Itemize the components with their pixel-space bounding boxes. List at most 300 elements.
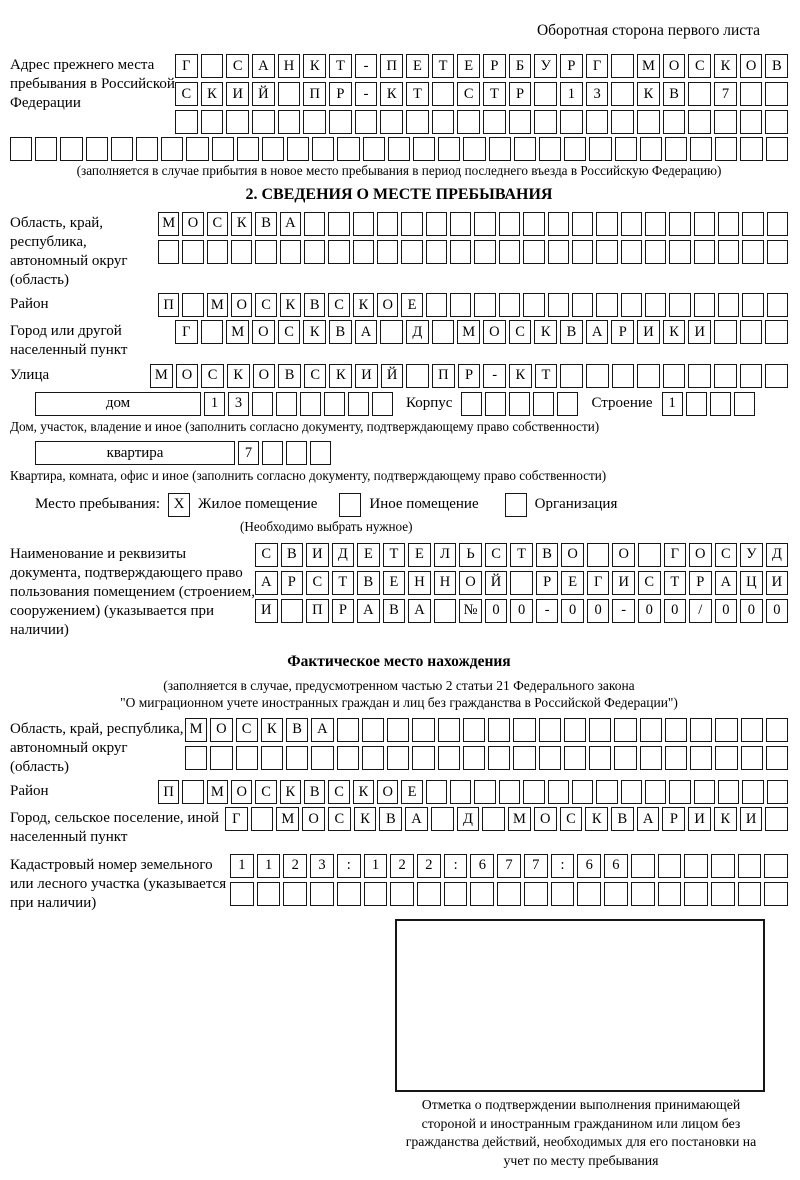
- char-cell[interactable]: [688, 110, 711, 134]
- char-cell[interactable]: Е: [401, 293, 422, 317]
- char-cell[interactable]: В: [611, 807, 634, 831]
- char-cell[interactable]: [412, 718, 434, 742]
- char-cell[interactable]: [262, 137, 284, 161]
- char-cell[interactable]: И: [688, 320, 711, 344]
- char-cell[interactable]: [499, 780, 520, 804]
- char-cell[interactable]: [765, 320, 788, 344]
- char-cell[interactable]: Е: [401, 780, 422, 804]
- char-cell[interactable]: Г: [587, 571, 610, 595]
- char-cell[interactable]: [337, 718, 359, 742]
- char-cell[interactable]: [182, 240, 203, 264]
- char-cell[interactable]: С: [255, 293, 276, 317]
- kvartira-field[interactable]: квартира: [35, 441, 235, 465]
- char-cell[interactable]: [523, 212, 544, 236]
- char-cell[interactable]: [548, 212, 569, 236]
- char-cell[interactable]: [283, 882, 307, 906]
- char-cell[interactable]: [513, 746, 535, 770]
- char-cell[interactable]: А: [255, 571, 278, 595]
- dom-field[interactable]: дом: [35, 392, 201, 416]
- char-cell[interactable]: [742, 240, 763, 264]
- char-cell[interactable]: [497, 882, 521, 906]
- char-cell[interactable]: 3: [310, 854, 334, 878]
- char-cell[interactable]: А: [715, 571, 738, 595]
- char-cell[interactable]: [663, 364, 686, 388]
- char-cell[interactable]: К: [714, 807, 737, 831]
- char-cell[interactable]: В: [255, 212, 276, 236]
- char-cell[interactable]: [35, 137, 57, 161]
- char-cell[interactable]: [300, 392, 321, 416]
- char-cell[interactable]: [387, 746, 409, 770]
- char-cell[interactable]: С: [175, 82, 198, 106]
- char-cell[interactable]: [201, 320, 224, 344]
- char-cell[interactable]: [261, 746, 283, 770]
- char-cell[interactable]: [645, 240, 666, 264]
- char-cell[interactable]: 0: [638, 599, 661, 623]
- char-cell[interactable]: М: [150, 364, 173, 388]
- char-cell[interactable]: 6: [604, 854, 628, 878]
- char-cell[interactable]: [474, 780, 495, 804]
- char-cell[interactable]: О: [534, 807, 557, 831]
- char-cell[interactable]: К: [227, 364, 250, 388]
- char-cell[interactable]: Н: [278, 54, 301, 78]
- char-cell[interactable]: К: [231, 212, 252, 236]
- char-cell[interactable]: [741, 718, 763, 742]
- char-cell[interactable]: О: [612, 543, 635, 567]
- char-cell[interactable]: [158, 240, 179, 264]
- char-cell[interactable]: -: [483, 364, 506, 388]
- char-cell[interactable]: [328, 240, 349, 264]
- char-cell[interactable]: [387, 718, 409, 742]
- char-cell[interactable]: [560, 110, 583, 134]
- char-cell[interactable]: С: [328, 293, 349, 317]
- char-cell[interactable]: [286, 746, 308, 770]
- char-cell[interactable]: О: [689, 543, 712, 567]
- char-cell[interactable]: 0: [587, 599, 610, 623]
- char-cell[interactable]: А: [637, 807, 660, 831]
- char-cell[interactable]: [337, 882, 361, 906]
- char-cell[interactable]: 1: [364, 854, 388, 878]
- char-cell[interactable]: С: [306, 571, 329, 595]
- char-cell[interactable]: [766, 137, 788, 161]
- char-cell[interactable]: [669, 780, 690, 804]
- char-cell[interactable]: [715, 137, 737, 161]
- char-cell[interactable]: [488, 746, 510, 770]
- char-cell[interactable]: [470, 882, 494, 906]
- char-cell[interactable]: [286, 441, 307, 465]
- char-cell[interactable]: 0: [740, 599, 763, 623]
- char-cell[interactable]: [432, 82, 455, 106]
- char-cell[interactable]: М: [508, 807, 531, 831]
- char-cell[interactable]: [665, 746, 687, 770]
- char-cell[interactable]: [362, 746, 384, 770]
- char-cell[interactable]: [621, 780, 642, 804]
- char-cell[interactable]: [510, 571, 533, 595]
- char-cell[interactable]: [353, 212, 374, 236]
- char-cell[interactable]: И: [612, 571, 635, 595]
- char-cell[interactable]: П: [303, 82, 326, 106]
- char-cell[interactable]: О: [483, 320, 506, 344]
- char-cell[interactable]: [586, 364, 609, 388]
- char-cell[interactable]: -: [612, 599, 635, 623]
- char-cell[interactable]: [438, 746, 460, 770]
- char-cell[interactable]: [740, 320, 763, 344]
- char-cell[interactable]: [767, 240, 788, 264]
- char-cell[interactable]: [10, 137, 32, 161]
- char-cell[interactable]: О: [740, 54, 763, 78]
- char-cell[interactable]: [236, 746, 258, 770]
- char-cell[interactable]: К: [201, 82, 224, 106]
- char-cell[interactable]: [589, 718, 611, 742]
- char-cell[interactable]: [337, 746, 359, 770]
- char-cell[interactable]: В: [281, 543, 304, 567]
- char-cell[interactable]: [766, 718, 788, 742]
- char-cell[interactable]: Д: [406, 320, 429, 344]
- char-cell[interactable]: [488, 718, 510, 742]
- char-cell[interactable]: [688, 364, 711, 388]
- char-cell[interactable]: П: [306, 599, 329, 623]
- char-cell[interactable]: [257, 882, 281, 906]
- char-cell[interactable]: Ц: [740, 571, 763, 595]
- char-cell[interactable]: [450, 780, 471, 804]
- char-cell[interactable]: [278, 110, 301, 134]
- char-cell[interactable]: [640, 746, 662, 770]
- char-cell[interactable]: О: [302, 807, 325, 831]
- char-cell[interactable]: №: [459, 599, 482, 623]
- char-cell[interactable]: [348, 392, 369, 416]
- char-cell[interactable]: К: [354, 807, 377, 831]
- char-cell[interactable]: Е: [383, 571, 406, 595]
- char-cell[interactable]: [251, 807, 274, 831]
- char-cell[interactable]: Г: [175, 54, 198, 78]
- char-cell[interactable]: [740, 82, 763, 106]
- char-cell[interactable]: М: [276, 807, 299, 831]
- char-cell[interactable]: [534, 82, 557, 106]
- char-cell[interactable]: [612, 364, 635, 388]
- char-cell[interactable]: [765, 82, 788, 106]
- char-cell[interactable]: [201, 54, 224, 78]
- char-cell[interactable]: Й: [485, 571, 508, 595]
- char-cell[interactable]: [548, 240, 569, 264]
- char-cell[interactable]: [611, 110, 634, 134]
- char-cell[interactable]: [182, 293, 203, 317]
- char-cell[interactable]: [474, 240, 495, 264]
- char-cell[interactable]: [353, 240, 374, 264]
- char-cell[interactable]: М: [637, 54, 660, 78]
- char-cell[interactable]: [255, 240, 276, 264]
- char-cell[interactable]: С: [560, 807, 583, 831]
- char-cell[interactable]: 0: [510, 599, 533, 623]
- char-cell[interactable]: [513, 718, 535, 742]
- char-cell[interactable]: 2: [390, 854, 414, 878]
- char-cell[interactable]: [764, 854, 788, 878]
- char-cell[interactable]: [715, 746, 737, 770]
- char-cell[interactable]: [710, 392, 731, 416]
- char-cell[interactable]: А: [280, 212, 301, 236]
- char-cell[interactable]: О: [377, 293, 398, 317]
- char-cell[interactable]: [548, 780, 569, 804]
- char-cell[interactable]: [557, 392, 578, 416]
- char-cell[interactable]: [450, 240, 471, 264]
- char-cell[interactable]: С: [688, 54, 711, 78]
- char-cell[interactable]: С: [638, 571, 661, 595]
- char-cell[interactable]: [572, 212, 593, 236]
- char-cell[interactable]: [212, 137, 234, 161]
- char-cell[interactable]: [304, 212, 325, 236]
- char-cell[interactable]: И: [355, 364, 378, 388]
- char-cell[interactable]: [426, 240, 447, 264]
- char-cell[interactable]: [161, 137, 183, 161]
- char-cell[interactable]: Н: [434, 571, 457, 595]
- char-cell[interactable]: [645, 212, 666, 236]
- char-cell[interactable]: [432, 110, 455, 134]
- char-cell[interactable]: [718, 293, 739, 317]
- char-cell[interactable]: [665, 137, 687, 161]
- char-cell[interactable]: [669, 212, 690, 236]
- char-cell[interactable]: Т: [535, 364, 558, 388]
- char-cell[interactable]: В: [765, 54, 788, 78]
- char-cell[interactable]: [111, 137, 133, 161]
- char-cell[interactable]: П: [158, 293, 179, 317]
- char-cell[interactable]: С: [304, 364, 327, 388]
- checkbox-zhiloe[interactable]: X: [168, 493, 190, 517]
- char-cell[interactable]: -: [355, 82, 378, 106]
- checkbox-inoe[interactable]: [339, 493, 361, 517]
- char-cell[interactable]: 7: [714, 82, 737, 106]
- char-cell[interactable]: Р: [689, 571, 712, 595]
- char-cell[interactable]: [201, 110, 224, 134]
- char-cell[interactable]: [372, 392, 393, 416]
- char-cell[interactable]: [499, 240, 520, 264]
- char-cell[interactable]: С: [255, 780, 276, 804]
- char-cell[interactable]: С: [715, 543, 738, 567]
- char-cell[interactable]: С: [328, 780, 349, 804]
- char-cell[interactable]: У: [740, 543, 763, 567]
- char-cell[interactable]: А: [252, 54, 275, 78]
- char-cell[interactable]: О: [210, 718, 232, 742]
- char-cell[interactable]: 1: [230, 854, 254, 878]
- char-cell[interactable]: С: [328, 807, 351, 831]
- char-cell[interactable]: О: [459, 571, 482, 595]
- char-cell[interactable]: [596, 212, 617, 236]
- char-cell[interactable]: К: [714, 54, 737, 78]
- char-cell[interactable]: Р: [560, 54, 583, 78]
- char-cell[interactable]: [564, 137, 586, 161]
- char-cell[interactable]: [604, 882, 628, 906]
- char-cell[interactable]: [401, 240, 422, 264]
- char-cell[interactable]: [564, 746, 586, 770]
- char-cell[interactable]: [312, 137, 334, 161]
- char-cell[interactable]: В: [304, 293, 325, 317]
- char-cell[interactable]: [390, 882, 414, 906]
- char-cell[interactable]: [694, 240, 715, 264]
- char-cell[interactable]: Р: [483, 54, 506, 78]
- char-cell[interactable]: [539, 718, 561, 742]
- char-cell[interactable]: О: [663, 54, 686, 78]
- char-cell[interactable]: [463, 718, 485, 742]
- char-cell[interactable]: [765, 110, 788, 134]
- char-cell[interactable]: [548, 293, 569, 317]
- char-cell[interactable]: [765, 807, 788, 831]
- char-cell[interactable]: 3: [586, 82, 609, 106]
- char-cell[interactable]: М: [207, 780, 228, 804]
- char-cell[interactable]: [499, 212, 520, 236]
- char-cell[interactable]: С: [236, 718, 258, 742]
- char-cell[interactable]: [611, 82, 634, 106]
- char-cell[interactable]: К: [303, 54, 326, 78]
- char-cell[interactable]: Д: [332, 543, 355, 567]
- char-cell[interactable]: [231, 240, 252, 264]
- char-cell[interactable]: [572, 240, 593, 264]
- char-cell[interactable]: К: [637, 82, 660, 106]
- char-cell[interactable]: 1: [257, 854, 281, 878]
- char-cell[interactable]: [533, 392, 554, 416]
- char-cell[interactable]: [694, 780, 715, 804]
- char-cell[interactable]: С: [278, 320, 301, 344]
- char-cell[interactable]: Е: [561, 571, 584, 595]
- char-cell[interactable]: [741, 746, 763, 770]
- char-cell[interactable]: [669, 240, 690, 264]
- char-cell[interactable]: [417, 882, 441, 906]
- char-cell[interactable]: [740, 364, 763, 388]
- char-cell[interactable]: [669, 293, 690, 317]
- char-cell[interactable]: Е: [408, 543, 431, 567]
- char-cell[interactable]: [764, 882, 788, 906]
- char-cell[interactable]: И: [740, 807, 763, 831]
- char-cell[interactable]: П: [380, 54, 403, 78]
- char-cell[interactable]: [230, 882, 254, 906]
- char-cell[interactable]: [564, 718, 586, 742]
- char-cell[interactable]: [539, 746, 561, 770]
- char-cell[interactable]: С: [226, 54, 249, 78]
- char-cell[interactable]: [262, 441, 283, 465]
- char-cell[interactable]: [690, 137, 712, 161]
- char-cell[interactable]: П: [432, 364, 455, 388]
- char-cell[interactable]: /: [689, 599, 712, 623]
- char-cell[interactable]: [665, 718, 687, 742]
- char-cell[interactable]: В: [304, 780, 325, 804]
- char-cell[interactable]: [364, 882, 388, 906]
- char-cell[interactable]: [539, 137, 561, 161]
- char-cell[interactable]: С: [207, 212, 228, 236]
- char-cell[interactable]: :: [551, 854, 575, 878]
- char-cell[interactable]: Е: [457, 54, 480, 78]
- char-cell[interactable]: [426, 780, 447, 804]
- char-cell[interactable]: А: [405, 807, 428, 831]
- char-cell[interactable]: [426, 212, 447, 236]
- char-cell[interactable]: [483, 110, 506, 134]
- char-cell[interactable]: [438, 718, 460, 742]
- char-cell[interactable]: [560, 364, 583, 388]
- char-cell[interactable]: [766, 746, 788, 770]
- char-cell[interactable]: [714, 320, 737, 344]
- char-cell[interactable]: [534, 110, 557, 134]
- char-cell[interactable]: К: [303, 320, 326, 344]
- char-cell[interactable]: [461, 392, 482, 416]
- char-cell[interactable]: 2: [417, 854, 441, 878]
- char-cell[interactable]: [631, 854, 655, 878]
- char-cell[interactable]: [304, 240, 325, 264]
- char-cell[interactable]: [718, 212, 739, 236]
- char-cell[interactable]: О: [182, 212, 203, 236]
- char-cell[interactable]: [226, 110, 249, 134]
- char-cell[interactable]: [631, 882, 655, 906]
- char-cell[interactable]: [614, 746, 636, 770]
- char-cell[interactable]: Т: [329, 54, 352, 78]
- char-cell[interactable]: [640, 718, 662, 742]
- char-cell[interactable]: Г: [664, 543, 687, 567]
- char-cell[interactable]: В: [663, 82, 686, 106]
- char-cell[interactable]: 0: [664, 599, 687, 623]
- char-cell[interactable]: [287, 137, 309, 161]
- char-cell[interactable]: К: [353, 780, 374, 804]
- char-cell[interactable]: Т: [332, 571, 355, 595]
- char-cell[interactable]: А: [357, 599, 380, 623]
- char-cell[interactable]: [355, 110, 378, 134]
- char-cell[interactable]: [485, 392, 506, 416]
- char-cell[interactable]: С: [509, 320, 532, 344]
- char-cell[interactable]: [638, 543, 661, 567]
- char-cell[interactable]: [688, 82, 711, 106]
- char-cell[interactable]: [438, 137, 460, 161]
- char-cell[interactable]: [303, 110, 326, 134]
- char-cell[interactable]: [337, 137, 359, 161]
- char-cell[interactable]: [450, 212, 471, 236]
- char-cell[interactable]: А: [311, 718, 333, 742]
- char-cell[interactable]: О: [253, 364, 276, 388]
- char-cell[interactable]: [589, 137, 611, 161]
- char-cell[interactable]: В: [536, 543, 559, 567]
- char-cell[interactable]: Р: [281, 571, 304, 595]
- char-cell[interactable]: [431, 807, 454, 831]
- char-cell[interactable]: [514, 137, 536, 161]
- char-cell[interactable]: [740, 110, 763, 134]
- char-cell[interactable]: [658, 854, 682, 878]
- char-cell[interactable]: С: [485, 543, 508, 567]
- char-cell[interactable]: [328, 212, 349, 236]
- char-cell[interactable]: [434, 599, 457, 623]
- char-cell[interactable]: [658, 882, 682, 906]
- char-cell[interactable]: [551, 882, 575, 906]
- char-cell[interactable]: 0: [561, 599, 584, 623]
- char-cell[interactable]: [463, 746, 485, 770]
- char-cell[interactable]: [767, 780, 788, 804]
- char-cell[interactable]: [310, 882, 334, 906]
- char-cell[interactable]: С: [255, 543, 278, 567]
- char-cell[interactable]: [596, 240, 617, 264]
- char-cell[interactable]: [742, 293, 763, 317]
- char-cell[interactable]: [738, 882, 762, 906]
- char-cell[interactable]: Р: [536, 571, 559, 595]
- char-cell[interactable]: [615, 137, 637, 161]
- char-cell[interactable]: Р: [662, 807, 685, 831]
- char-cell[interactable]: [324, 392, 345, 416]
- char-cell[interactable]: [589, 746, 611, 770]
- char-cell[interactable]: В: [329, 320, 352, 344]
- char-cell[interactable]: [362, 718, 384, 742]
- char-cell[interactable]: М: [158, 212, 179, 236]
- char-cell[interactable]: О: [176, 364, 199, 388]
- char-cell[interactable]: [718, 780, 739, 804]
- char-cell[interactable]: В: [286, 718, 308, 742]
- char-cell[interactable]: 1: [662, 392, 683, 416]
- char-cell[interactable]: [742, 212, 763, 236]
- char-cell[interactable]: [572, 293, 593, 317]
- char-cell[interactable]: 7: [238, 441, 259, 465]
- char-cell[interactable]: А: [408, 599, 431, 623]
- char-cell[interactable]: [482, 807, 505, 831]
- char-cell[interactable]: К: [380, 82, 403, 106]
- char-cell[interactable]: Р: [332, 599, 355, 623]
